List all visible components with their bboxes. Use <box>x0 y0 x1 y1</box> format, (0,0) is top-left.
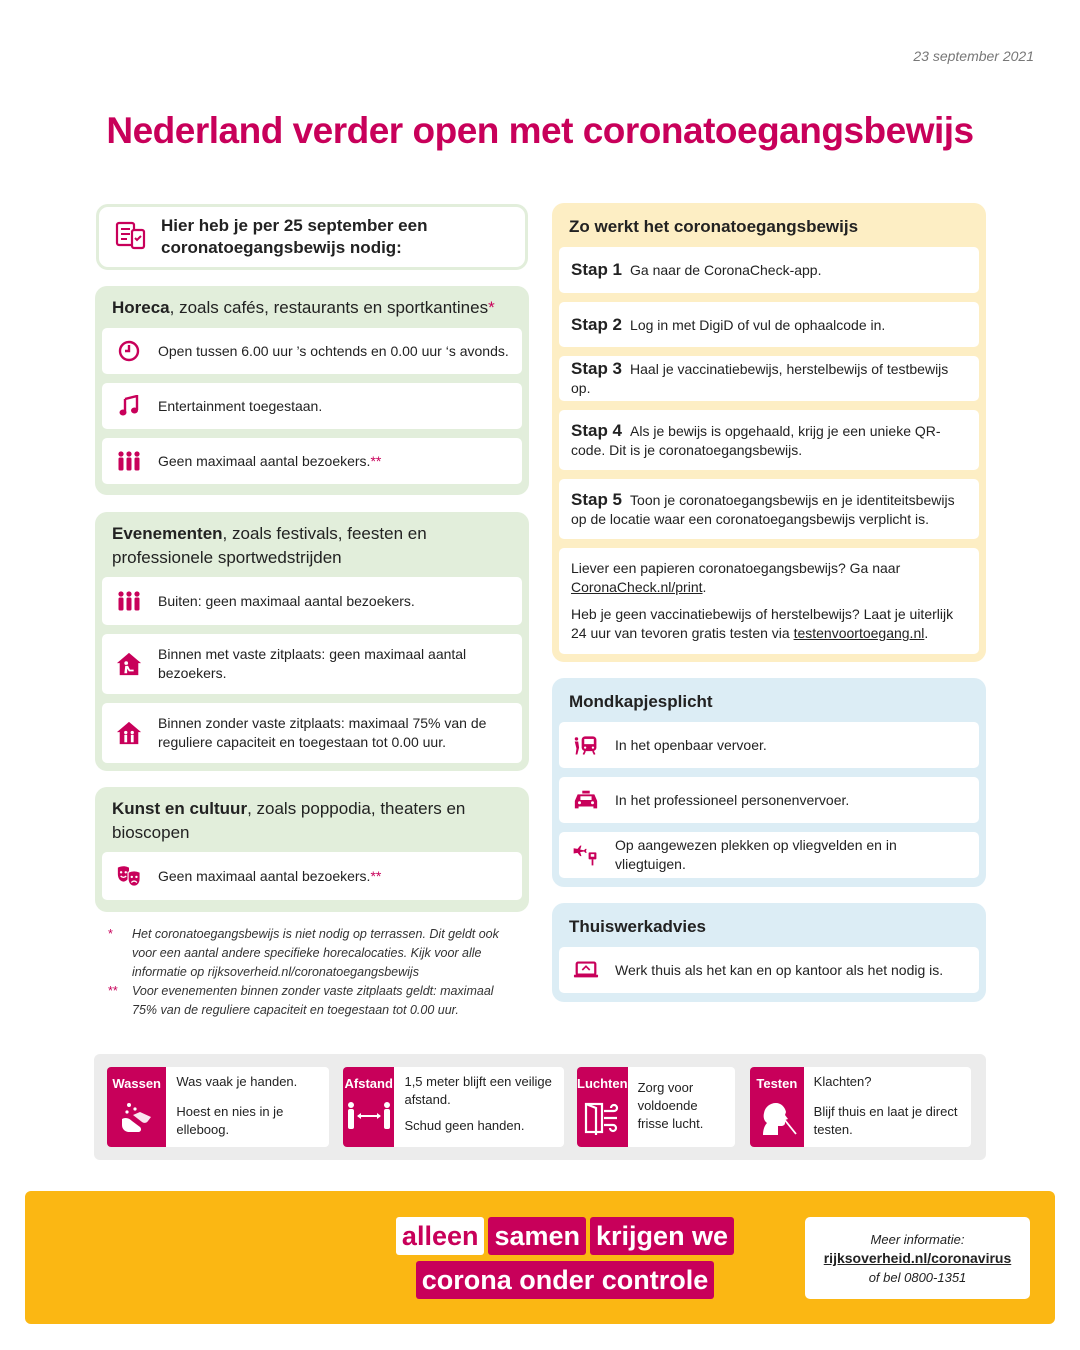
step-item: Stap 3 Haal je vaccinatiebewijs, herstelbewijs of testbewijs op. <box>559 356 979 401</box>
airplane-icon <box>573 842 599 868</box>
laptop-icon <box>573 957 599 983</box>
house-people-icon <box>116 720 142 746</box>
slogan-krijgen-we: krijgen we <box>590 1217 734 1255</box>
list-item: Buiten: geen maximaal aantal bezoekers. <box>102 577 522 625</box>
list-item: Werk thuis als het kan en op kantoor als het nodig is. <box>559 947 979 993</box>
coronacheck-print-link[interactable]: CoronaCheck.nl/print <box>571 579 703 595</box>
intro-text: Hier heb je per 25 september een coronatoegangsbewijs nodig: <box>161 216 428 257</box>
evenementen-panel <box>95 512 529 771</box>
train-icon <box>573 732 599 758</box>
step-item: Stap 1 Ga naar de CoronaCheck-app. <box>559 247 979 293</box>
testenvoortoegang-link[interactable]: testenvoortoegang.nl <box>793 625 925 641</box>
kunst-panel <box>95 787 529 912</box>
extra-info: Liever een papieren coronatoegangsbewijs? Ga naar CoronaCheck.nl/print. Heb je geen vaccinatiebewijs of herstelbewijs? Laat je uiterlijk 24 uur van tevoren gratis testen via testenvoortoegang.nl. <box>559 548 979 654</box>
footer-banner <box>25 1191 1055 1324</box>
thuiswerk-panel <box>552 903 986 1002</box>
slogan-samen: samen <box>488 1217 586 1255</box>
list-item: Entertainment toegestaan. <box>102 383 522 429</box>
horeca-panel <box>95 286 529 495</box>
list-item: Open tussen 6.00 uur ’s ochtends en 0.00 uur ‘s avonds. <box>102 328 522 374</box>
list-item: Binnen zonder vaste zitplaats: maximaal 75% van de reguliere capaciteit en toegestaan tot 0.00 uur. <box>102 703 522 763</box>
list-item: Op aangewezen plekken op vliegvelden en in vliegtuigen. <box>559 832 979 878</box>
list-item: Geen maximaal aantal bezoekers.** <box>102 852 522 900</box>
clock-icon <box>116 338 142 364</box>
page-title: Nederland verder open met coronatoegangsbewijs <box>106 110 974 151</box>
step-item: Stap 2 Log in met DigiD of vul de ophaalcode in. <box>559 302 979 347</box>
rule-tile-afstand: Afstand 1,5 meter blijft een veilige afstand. Schud geen handen. <box>343 1067 564 1147</box>
evenementen-title: Evenementen, zoals festivals, feesten en professionele sportwedstrijden <box>112 524 427 567</box>
list-item: Geen maximaal aantal bezoekers.** <box>102 438 522 484</box>
footnote: * Het coronatoegangsbewijs is niet nodig op terrassen. Dit geldt ook voor een aantal andere specifieke horecalocaties. Kijk voor alle informatie op rijksoverheid.nl/coronatoegangsbewijs <box>108 927 499 979</box>
kunst-title: Kunst en cultuur, zoals poppodia, theaters en bioscopen <box>112 799 466 842</box>
slogan <box>375 1217 755 1305</box>
more-info-box: Meer informatie: rijksoverheid.nl/coronavirus of bel 0800-1351 <box>805 1217 1030 1299</box>
mondkapje-title: Mondkapjesplicht <box>569 692 713 711</box>
window-air-icon <box>584 1091 620 1138</box>
rijksoverheid-coronavirus-link[interactable]: rijksoverheid.nl/coronavirus <box>823 1250 1012 1266</box>
phone-document-icon <box>115 220 147 255</box>
step-item: Stap 5 Toon je coronatoegangsbewijs en je identiteitsbewijs op de locatie waar een coronatoegangsbewijs verplicht is. <box>559 479 979 539</box>
slogan-alleen: alleen <box>396 1217 485 1255</box>
rule-tile-testen: Testen Klachten? Blijf thuis en laat je direct testen. <box>750 1067 971 1147</box>
werkt-panel <box>552 203 986 662</box>
taxi-icon <box>573 787 599 813</box>
basic-rules-strip <box>94 1054 986 1160</box>
crowd-icon <box>116 588 142 614</box>
date: 23 september 2021 <box>913 48 1034 64</box>
list-item: In het professioneel personenvervoer. <box>559 777 979 823</box>
music-note-icon <box>116 393 142 419</box>
footnotes <box>108 925 508 1020</box>
swab-test-icon <box>757 1091 797 1140</box>
intro-box <box>96 204 528 270</box>
hand-wash-icon <box>119 1091 155 1140</box>
horeca-title: Horeca, zoals cafés, restaurants en sportkantines* <box>112 298 495 317</box>
crowd-icon <box>116 448 142 474</box>
slogan-corona-onder-controle: corona onder controle <box>416 1261 715 1299</box>
distance-icon <box>346 1091 392 1134</box>
step-item: Stap 4 Als je bewijs is opgehaald, krijg je een unieke QR-code. Dit is je coronatoegangsbewijs. <box>559 410 979 470</box>
rule-tile-wassen: Wassen Was vaak je handen. Hoest en nies in je elleboog. <box>107 1067 329 1147</box>
werkt-title: Zo werkt het coronatoegangsbewijs <box>569 217 859 236</box>
house-seat-icon <box>116 651 142 677</box>
rule-tile-luchten: Luchten Zorg voor voldoende frisse lucht. <box>577 1067 735 1147</box>
list-item: Binnen met vaste zitplaats: geen maximaal aantal bezoekers. <box>102 634 522 694</box>
theater-masks-icon <box>116 863 142 889</box>
thuiswerk-title: Thuiswerkadvies <box>569 917 707 936</box>
list-item: In het openbaar vervoer. <box>559 722 979 768</box>
footnote: ** Voor evenementen binnen zonder vaste zitplaats geldt: maximaal 75% van de reguliere capaciteit en toegestaan tot 0.00 uur. <box>108 984 494 1017</box>
mondkapje-panel <box>552 678 986 887</box>
